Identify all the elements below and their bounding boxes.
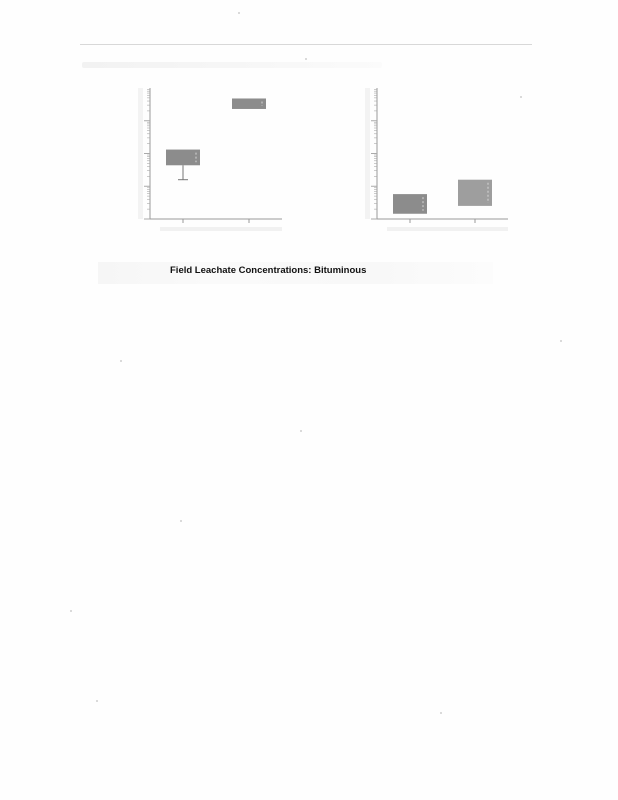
box-plot-left (138, 88, 282, 231)
box-plot-right (365, 88, 508, 231)
scan-speck (180, 520, 182, 522)
box-1 (166, 150, 200, 166)
y-tick-label-smear (365, 88, 370, 219)
x-label-smear (387, 227, 508, 231)
scan-speck (96, 700, 98, 702)
scan-speck (440, 712, 442, 714)
scan-speck (560, 340, 562, 342)
scan-speck (305, 58, 307, 60)
y-tick-label-smear (138, 88, 143, 219)
box-2 (458, 180, 492, 206)
x-label-smear (160, 227, 282, 231)
figure-caption: Field Leachate Concentrations: Bituminous (170, 265, 367, 276)
scan-speck (300, 430, 302, 432)
scan-speck (70, 610, 72, 612)
scan-speck (520, 96, 522, 98)
scan-speck (120, 360, 122, 362)
scan-speck (238, 12, 240, 14)
box-1 (393, 194, 427, 214)
box-2 (232, 98, 266, 108)
